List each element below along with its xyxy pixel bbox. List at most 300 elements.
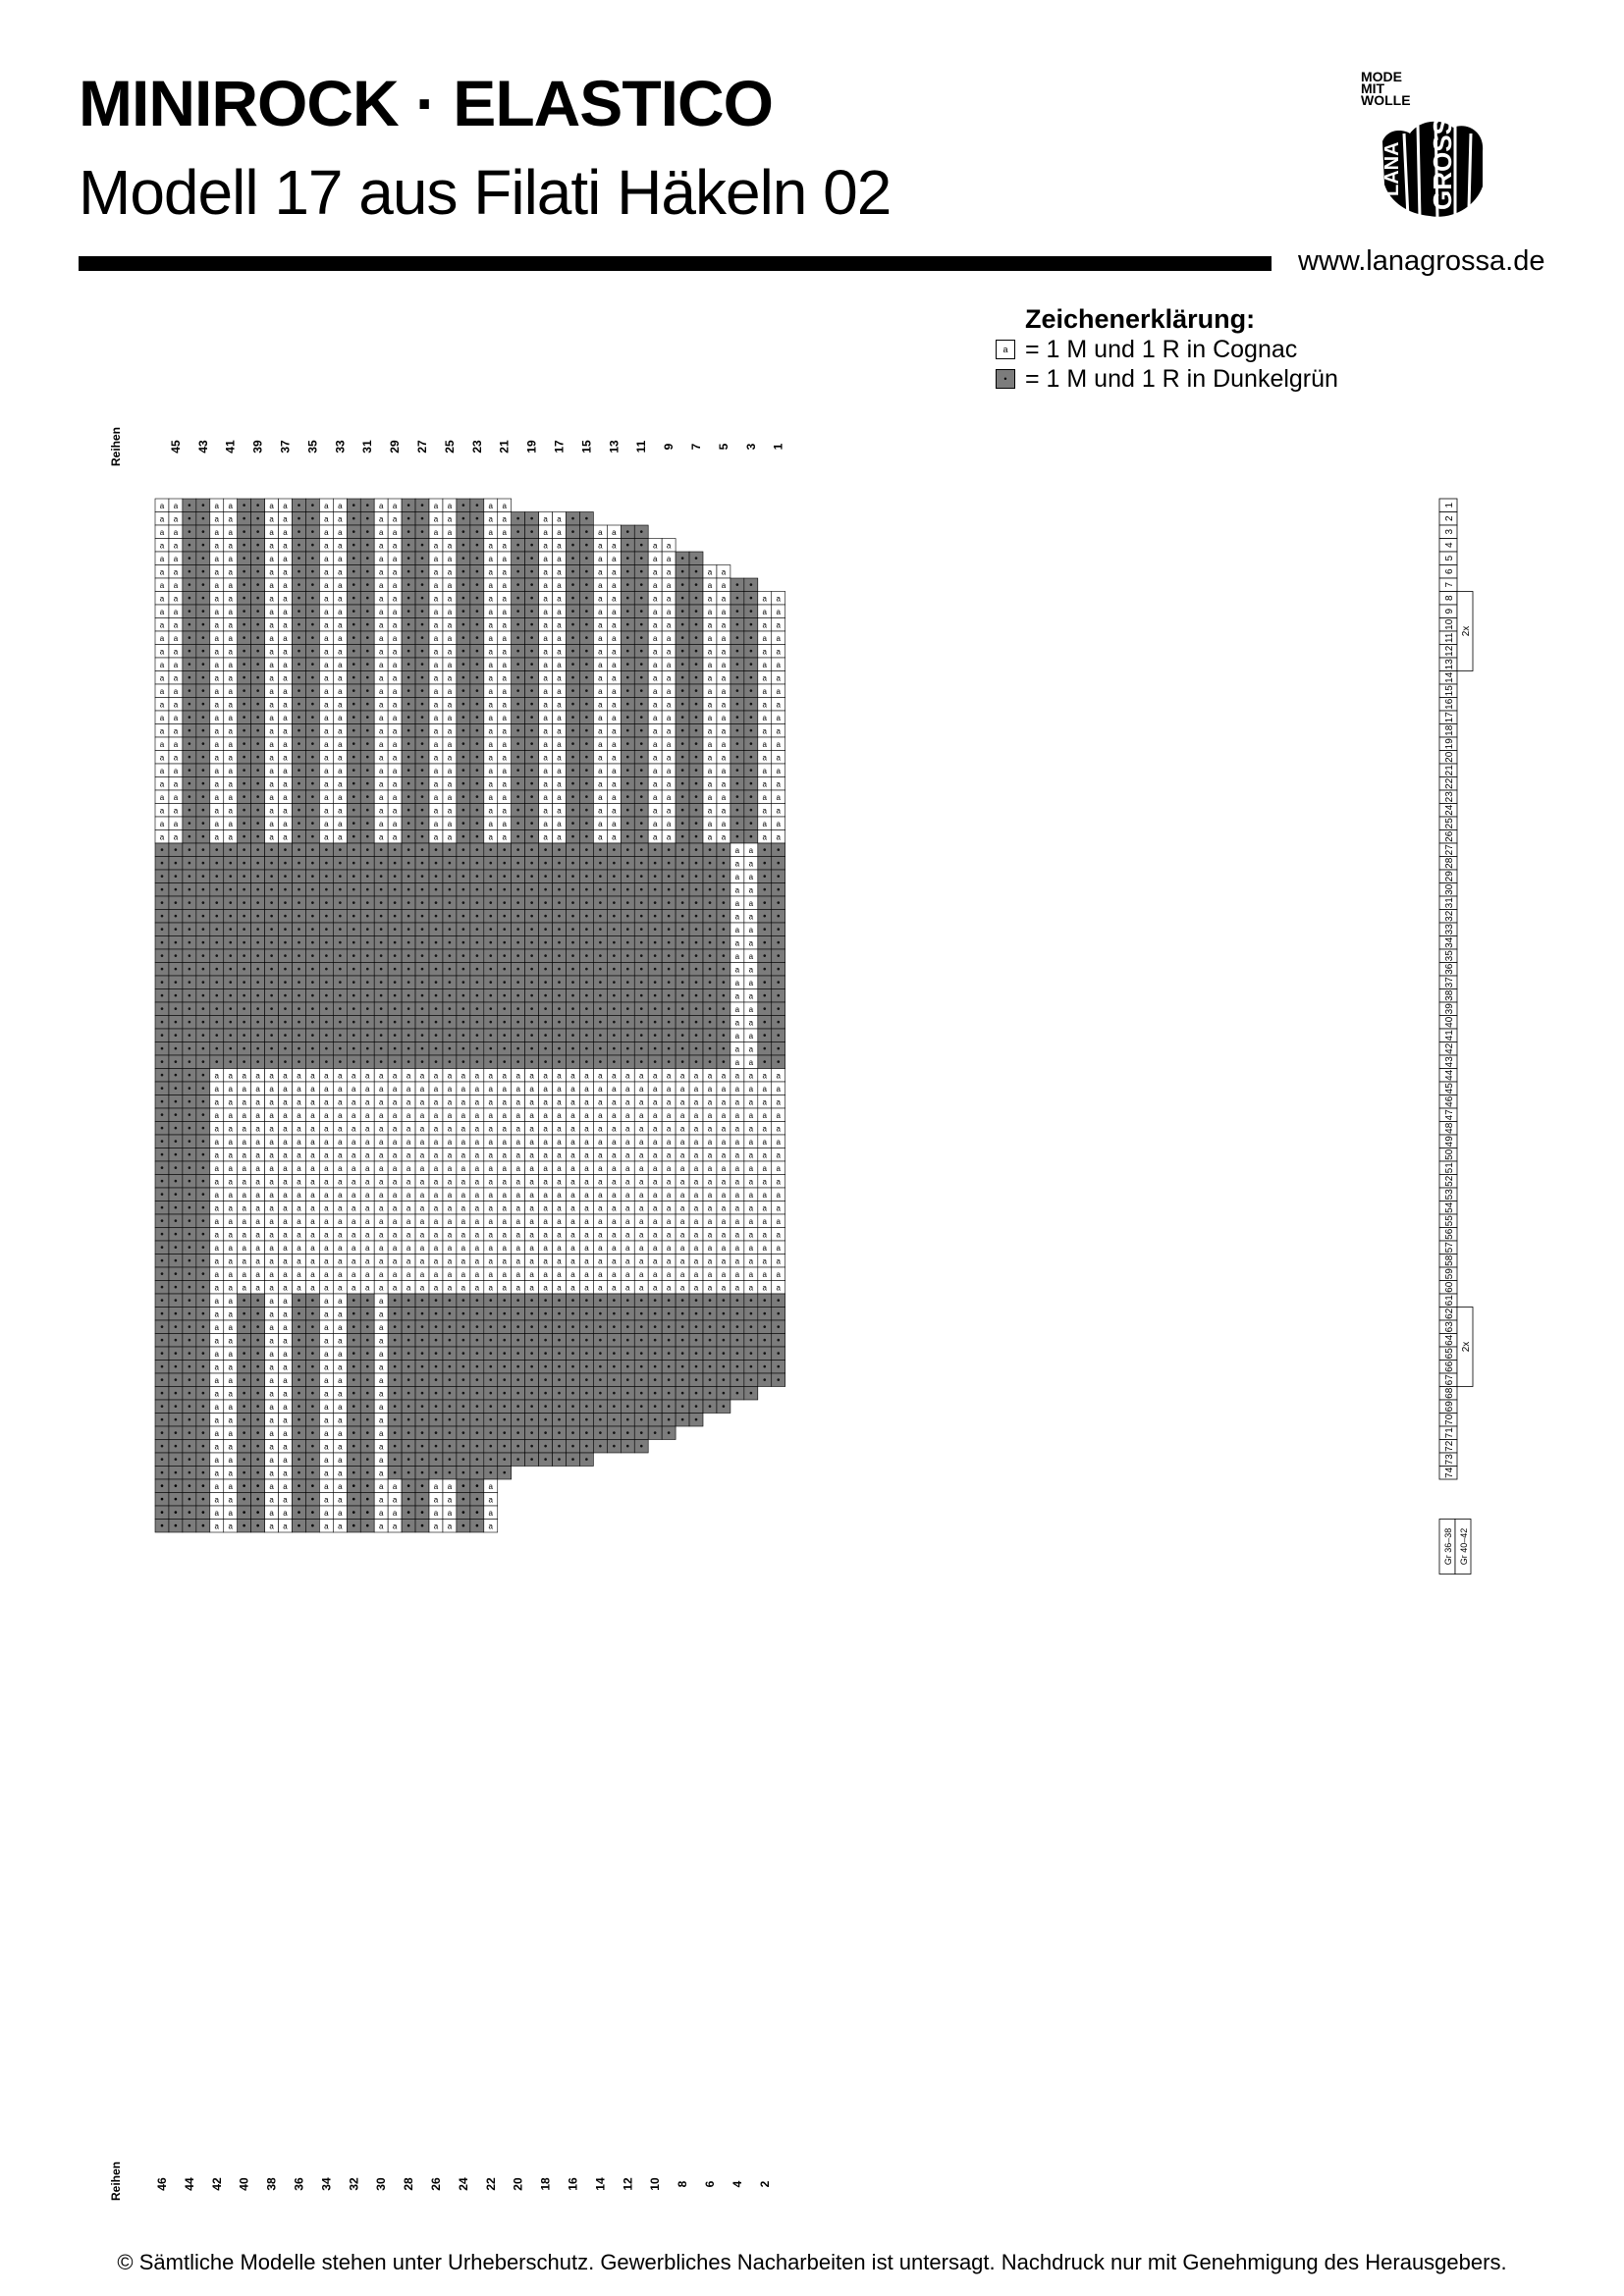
green-symbol: • — [352, 554, 356, 564]
cognac-symbol: a — [393, 1495, 398, 1504]
cognac-symbol: a — [570, 1283, 575, 1292]
green-symbol: • — [475, 1441, 479, 1452]
green-symbol: • — [339, 911, 343, 922]
green-symbol: • — [461, 1428, 465, 1439]
green-symbol: • — [544, 911, 548, 922]
cognac-symbol: a — [475, 1097, 480, 1106]
green-symbol: • — [544, 925, 548, 935]
cognac-symbol: a — [215, 1191, 220, 1200]
green-symbol: • — [201, 884, 205, 895]
green-symbol: • — [256, 713, 260, 723]
cognac-symbol: a — [475, 1071, 480, 1080]
cognac-symbol: a — [228, 1217, 233, 1226]
cognac-symbol: a — [352, 1191, 356, 1200]
cognac-symbol: a — [584, 1138, 589, 1147]
green-symbol: • — [243, 593, 246, 604]
cognac-symbol: a — [502, 806, 507, 815]
cognac-symbol: a — [160, 767, 165, 775]
green-symbol: • — [256, 593, 260, 604]
cognac-symbol: a — [502, 647, 507, 656]
green-symbol: • — [516, 713, 520, 723]
green-symbol: • — [406, 858, 410, 869]
cognac-symbol: a — [448, 1230, 453, 1239]
green-symbol: • — [174, 911, 178, 922]
green-symbol: • — [475, 554, 479, 564]
cognac-symbol: a — [461, 1230, 466, 1239]
green-symbol: • — [516, 978, 520, 988]
green-symbol: • — [516, 593, 520, 604]
green-symbol: • — [229, 964, 233, 975]
cognac-symbol: a — [283, 1230, 288, 1239]
cognac-symbol: a — [448, 1138, 453, 1147]
green-symbol: • — [160, 1176, 164, 1187]
cognac-symbol: a — [434, 634, 439, 643]
green-symbol: • — [406, 951, 410, 962]
green-symbol: • — [599, 872, 603, 882]
cognac-symbol: a — [570, 1124, 575, 1133]
cognac-symbol: a — [448, 1071, 453, 1080]
cognac-symbol: a — [420, 1217, 425, 1226]
green-symbol: • — [365, 501, 369, 511]
cognac-symbol: a — [379, 820, 384, 828]
green-symbol: • — [393, 978, 397, 988]
cognac-symbol: a — [570, 1111, 575, 1120]
green-symbol: • — [352, 845, 356, 856]
green-symbol: • — [420, 1335, 424, 1346]
green-symbol: • — [558, 925, 562, 935]
cognac-symbol: a — [461, 1256, 466, 1265]
green-symbol: • — [420, 778, 424, 789]
cognac-symbol: a — [215, 1071, 220, 1080]
cognac-symbol: a — [489, 673, 494, 682]
cognac-symbol: a — [228, 647, 233, 656]
cognac-symbol: a — [324, 1270, 329, 1279]
green-symbol: • — [311, 990, 315, 1001]
cognac-symbol: a — [215, 767, 220, 775]
green-symbol: • — [188, 566, 191, 577]
green-symbol: • — [365, 1362, 369, 1372]
green-symbol: • — [503, 937, 507, 948]
cognac-symbol: a — [502, 1164, 507, 1173]
green-symbol: • — [571, 964, 575, 975]
green-symbol: • — [270, 1057, 274, 1068]
green-symbol: • — [352, 1428, 356, 1439]
green-symbol: • — [544, 964, 548, 975]
green-symbol: • — [243, 845, 246, 856]
cognac-symbol: a — [215, 1230, 220, 1239]
green-symbol: • — [188, 1508, 191, 1519]
green-symbol: • — [311, 527, 315, 538]
cognac-symbol: a — [475, 1270, 480, 1279]
green-symbol: • — [325, 925, 329, 935]
cognac-symbol: a — [393, 502, 398, 510]
green-symbol: • — [544, 1322, 548, 1333]
cognac-symbol: a — [160, 740, 165, 749]
cognac-symbol: a — [228, 1244, 233, 1253]
green-symbol: • — [352, 501, 356, 511]
cognac-symbol: a — [338, 1442, 343, 1451]
cognac-symbol: a — [215, 1468, 220, 1477]
green-symbol: • — [516, 699, 520, 710]
cognac-symbol: a — [174, 687, 179, 696]
green-symbol: • — [599, 951, 603, 962]
green-symbol: • — [503, 964, 507, 975]
green-symbol: • — [215, 937, 219, 948]
cognac-symbol: a — [598, 581, 603, 590]
green-symbol: • — [448, 858, 452, 869]
cognac-symbol: a — [489, 1138, 494, 1147]
cognac-symbol: a — [324, 687, 329, 696]
cognac-symbol: a — [529, 1111, 534, 1120]
cognac-symbol: a — [283, 1071, 288, 1080]
cognac-symbol: a — [297, 1256, 301, 1265]
green-symbol: • — [325, 1004, 329, 1015]
green-symbol: • — [420, 1494, 424, 1505]
cognac-symbol: a — [448, 793, 453, 802]
cognac-symbol: a — [379, 1495, 384, 1504]
cognac-symbol: a — [228, 687, 233, 696]
cognac-symbol: a — [379, 832, 384, 841]
green-symbol: • — [530, 1375, 534, 1386]
green-symbol: • — [160, 1137, 164, 1148]
green-symbol: • — [160, 1149, 164, 1160]
green-symbol: • — [544, 1335, 548, 1346]
green-symbol: • — [434, 898, 438, 909]
cognac-symbol: a — [324, 793, 329, 802]
cognac-symbol: a — [310, 1138, 315, 1147]
cognac-symbol: a — [352, 1097, 356, 1106]
cognac-symbol: a — [174, 647, 179, 656]
cognac-symbol: a — [557, 700, 562, 709]
cognac-symbol: a — [242, 1124, 246, 1133]
green-symbol: • — [311, 872, 315, 882]
green-symbol: • — [420, 1481, 424, 1492]
green-symbol: • — [284, 1004, 288, 1015]
website-link[interactable]: www.lanagrossa.de — [1298, 245, 1544, 278]
green-symbol: • — [420, 1057, 424, 1068]
green-symbol: • — [160, 1163, 164, 1174]
green-symbol: • — [393, 1308, 397, 1319]
green-symbol: • — [188, 1455, 191, 1466]
cognac-symbol: a — [283, 1256, 288, 1265]
cognac-symbol: a — [215, 714, 220, 722]
cognac-symbol: a — [570, 1256, 575, 1265]
green-symbol: • — [188, 1415, 191, 1425]
cognac-symbol: a — [543, 767, 548, 775]
green-symbol: • — [475, 1296, 479, 1307]
green-symbol: • — [544, 1296, 548, 1307]
green-symbol: • — [201, 1190, 205, 1201]
cognac-symbol: a — [529, 1217, 534, 1226]
green-symbol: • — [256, 527, 260, 538]
cognac-symbol: a — [365, 1124, 370, 1133]
cognac-symbol: a — [502, 634, 507, 643]
green-symbol: • — [558, 1362, 562, 1372]
green-symbol: • — [160, 858, 164, 869]
green-symbol: • — [188, 1296, 191, 1307]
green-symbol: • — [188, 752, 191, 763]
cognac-symbol: a — [475, 1283, 480, 1292]
green-symbol: • — [599, 845, 603, 856]
green-symbol: • — [558, 978, 562, 988]
green-symbol: • — [201, 566, 205, 577]
cognac-symbol: a — [502, 608, 507, 616]
cognac-symbol: a — [543, 820, 548, 828]
green-symbol: • — [461, 660, 465, 670]
logo-tagline-line: WOLLE — [1361, 94, 1411, 106]
green-symbol: • — [516, 686, 520, 697]
green-symbol: • — [352, 1415, 356, 1425]
cognac-symbol: a — [338, 767, 343, 775]
cognac-symbol: a — [269, 1283, 274, 1292]
cognac-symbol: a — [310, 1283, 315, 1292]
green-symbol: • — [571, 593, 575, 604]
green-symbol: • — [516, 619, 520, 630]
cognac-symbol: a — [489, 779, 494, 788]
green-symbol: • — [298, 778, 301, 789]
green-symbol: • — [530, 1057, 534, 1068]
green-symbol: • — [503, 1349, 507, 1360]
cognac-symbol: a — [324, 1138, 329, 1147]
green-symbol: • — [420, 1349, 424, 1360]
cognac-symbol: a — [543, 1270, 548, 1279]
cognac-symbol: a — [502, 714, 507, 722]
green-symbol: • — [530, 672, 534, 683]
green-symbol: • — [160, 1243, 164, 1254]
cognac-symbol: a — [215, 779, 220, 788]
green-symbol: • — [475, 990, 479, 1001]
green-symbol: • — [188, 1202, 191, 1213]
cognac-symbol: a — [393, 514, 398, 523]
cognac-symbol: a — [365, 1256, 370, 1265]
green-swatch: • — [996, 369, 1015, 389]
cognac-symbol: a — [352, 1203, 356, 1212]
green-symbol: • — [461, 805, 465, 816]
green-symbol: • — [489, 898, 493, 909]
green-symbol: • — [365, 593, 369, 604]
cognac-symbol: a — [502, 528, 507, 537]
cognac-symbol: a — [174, 714, 179, 722]
cognac-symbol: a — [420, 1138, 425, 1147]
green-symbol: • — [256, 778, 260, 789]
green-symbol: • — [298, 1481, 301, 1492]
green-symbol: • — [585, 593, 589, 604]
green-symbol: • — [188, 792, 191, 803]
green-symbol: • — [188, 925, 191, 935]
green-symbol: • — [256, 978, 260, 988]
cognac-symbol: a — [228, 1323, 233, 1332]
cognac-symbol: a — [557, 714, 562, 722]
green-symbol: • — [298, 1428, 301, 1439]
green-symbol: • — [420, 1402, 424, 1413]
cognac-symbol: a — [228, 1230, 233, 1239]
green-symbol: • — [256, 845, 260, 856]
green-symbol: • — [298, 831, 301, 842]
cognac-symbol: a — [393, 1085, 398, 1094]
green-symbol: • — [461, 593, 465, 604]
cognac-symbol: a — [228, 714, 233, 722]
green-symbol: • — [571, 805, 575, 816]
green-symbol: • — [585, 607, 589, 617]
logo-tagline-line: MIT — [1361, 82, 1411, 94]
cognac-symbol: a — [379, 714, 384, 722]
cognac-symbol: a — [489, 1124, 494, 1133]
cognac-symbol: a — [543, 1071, 548, 1080]
green-symbol: • — [188, 1070, 191, 1081]
cognac-symbol: a — [434, 1244, 439, 1253]
cognac-symbol: a — [434, 1256, 439, 1265]
green-symbol: • — [475, 951, 479, 962]
cognac-symbol: a — [557, 608, 562, 616]
green-symbol: • — [311, 845, 315, 856]
green-symbol: • — [516, 1362, 520, 1372]
green-symbol: • — [188, 951, 191, 962]
green-symbol: • — [544, 937, 548, 948]
cognac-symbol: a — [338, 726, 343, 735]
green-symbol: • — [243, 686, 246, 697]
green-symbol: • — [160, 1282, 164, 1293]
cognac-symbol: a — [310, 1085, 315, 1094]
green-symbol: • — [160, 1308, 164, 1319]
cognac-symbol: a — [393, 726, 398, 735]
cognac-symbol: a — [598, 687, 603, 696]
cognac-symbol: a — [489, 714, 494, 722]
cognac-symbol: a — [255, 1270, 260, 1279]
green-symbol: • — [243, 725, 246, 736]
green-symbol: • — [558, 1415, 562, 1425]
cognac-symbol: a — [379, 726, 384, 735]
cognac-symbol: a — [557, 1097, 562, 1106]
cognac-symbol: a — [228, 661, 233, 669]
cognac-symbol: a — [228, 1124, 233, 1133]
green-symbol: • — [201, 1362, 205, 1372]
green-symbol: • — [256, 752, 260, 763]
green-symbol: • — [475, 1388, 479, 1399]
cognac-symbol: a — [502, 700, 507, 709]
cognac-symbol: a — [269, 1256, 274, 1265]
green-symbol: • — [256, 819, 260, 829]
green-symbol: • — [434, 951, 438, 962]
cognac-symbol: a — [598, 820, 603, 828]
cognac-symbol: a — [489, 1256, 494, 1265]
green-symbol: • — [585, 540, 589, 551]
cognac-symbol: a — [502, 753, 507, 762]
green-symbol: • — [530, 607, 534, 617]
green-symbol: • — [174, 1043, 178, 1054]
green-symbol: • — [243, 1468, 246, 1478]
green-symbol: • — [201, 937, 205, 948]
green-symbol: • — [243, 937, 246, 948]
green-symbol: • — [243, 1043, 246, 1054]
green-symbol: • — [298, 607, 301, 617]
cognac-symbol: a — [338, 1495, 343, 1504]
green-symbol: • — [188, 633, 191, 644]
cognac-symbol: a — [352, 1164, 356, 1173]
cognac-symbol: a — [529, 1256, 534, 1265]
cognac-symbol: a — [529, 1191, 534, 1200]
cognac-symbol: a — [379, 541, 384, 550]
cognac-symbol: a — [283, 753, 288, 762]
green-symbol: • — [160, 911, 164, 922]
green-symbol: • — [503, 951, 507, 962]
green-symbol: • — [516, 884, 520, 895]
cognac-symbol: a — [269, 793, 274, 802]
green-symbol: • — [406, 633, 410, 644]
cognac-symbol: a — [324, 832, 329, 841]
green-symbol: • — [311, 1004, 315, 1015]
cognac-symbol: a — [543, 1217, 548, 1226]
green-symbol: • — [229, 1043, 233, 1054]
cognac-symbol: a — [269, 1071, 274, 1080]
cognac-symbol: a — [365, 1283, 370, 1292]
green-symbol: • — [188, 778, 191, 789]
green-symbol: • — [188, 1043, 191, 1054]
cognac-symbol: a — [324, 806, 329, 815]
cognac-symbol: a — [543, 661, 548, 669]
green-symbol: • — [174, 1123, 178, 1134]
green-symbol: • — [201, 1269, 205, 1280]
cognac-symbol: a — [475, 1230, 480, 1239]
green-symbol: • — [489, 1031, 493, 1041]
green-symbol: • — [188, 540, 191, 551]
green-symbol: • — [558, 1043, 562, 1054]
cognac-symbol: a — [324, 1309, 329, 1318]
green-symbol: • — [489, 990, 493, 1001]
cognac-symbol: a — [379, 1522, 384, 1530]
green-symbol: • — [311, 633, 315, 644]
green-symbol: • — [365, 513, 369, 524]
green-symbol: • — [201, 1402, 205, 1413]
cognac-symbol: a — [584, 1177, 589, 1186]
cognac-symbol: a — [379, 1256, 384, 1265]
cognac-symbol: a — [269, 1389, 274, 1398]
green-symbol: • — [298, 554, 301, 564]
cognac-symbol: a — [434, 687, 439, 696]
green-symbol: • — [339, 1043, 343, 1054]
green-symbol: • — [160, 1481, 164, 1492]
green-symbol: • — [516, 725, 520, 736]
green-symbol: • — [516, 566, 520, 577]
green-symbol: • — [420, 884, 424, 895]
green-symbol: • — [461, 1481, 465, 1492]
cognac-symbol: a — [393, 555, 398, 563]
green-symbol: • — [270, 964, 274, 975]
green-symbol: • — [420, 739, 424, 750]
cognac-symbol: a — [570, 1230, 575, 1239]
green-symbol: • — [448, 898, 452, 909]
green-symbol: • — [530, 1017, 534, 1028]
green-symbol: • — [365, 660, 369, 670]
green-symbol: • — [188, 1084, 191, 1095]
green-symbol: • — [571, 540, 575, 551]
green-symbol: • — [188, 725, 191, 736]
cognac-symbol: a — [338, 1309, 343, 1318]
logo-tagline-line: MODE — [1361, 71, 1411, 82]
cognac-symbol: a — [297, 1230, 301, 1239]
cognac-symbol: a — [515, 1124, 520, 1133]
green-symbol: • — [256, 858, 260, 869]
green-symbol: • — [516, 1428, 520, 1439]
cognac-symbol: a — [475, 1124, 480, 1133]
cognac-symbol: a — [448, 1270, 453, 1279]
green-symbol: • — [352, 990, 356, 1001]
cognac-symbol: a — [434, 620, 439, 629]
green-symbol: • — [530, 527, 534, 538]
green-symbol: • — [311, 1402, 315, 1413]
green-symbol: • — [530, 1308, 534, 1319]
cognac-symbol: a — [269, 740, 274, 749]
green-symbol: • — [160, 1494, 164, 1505]
